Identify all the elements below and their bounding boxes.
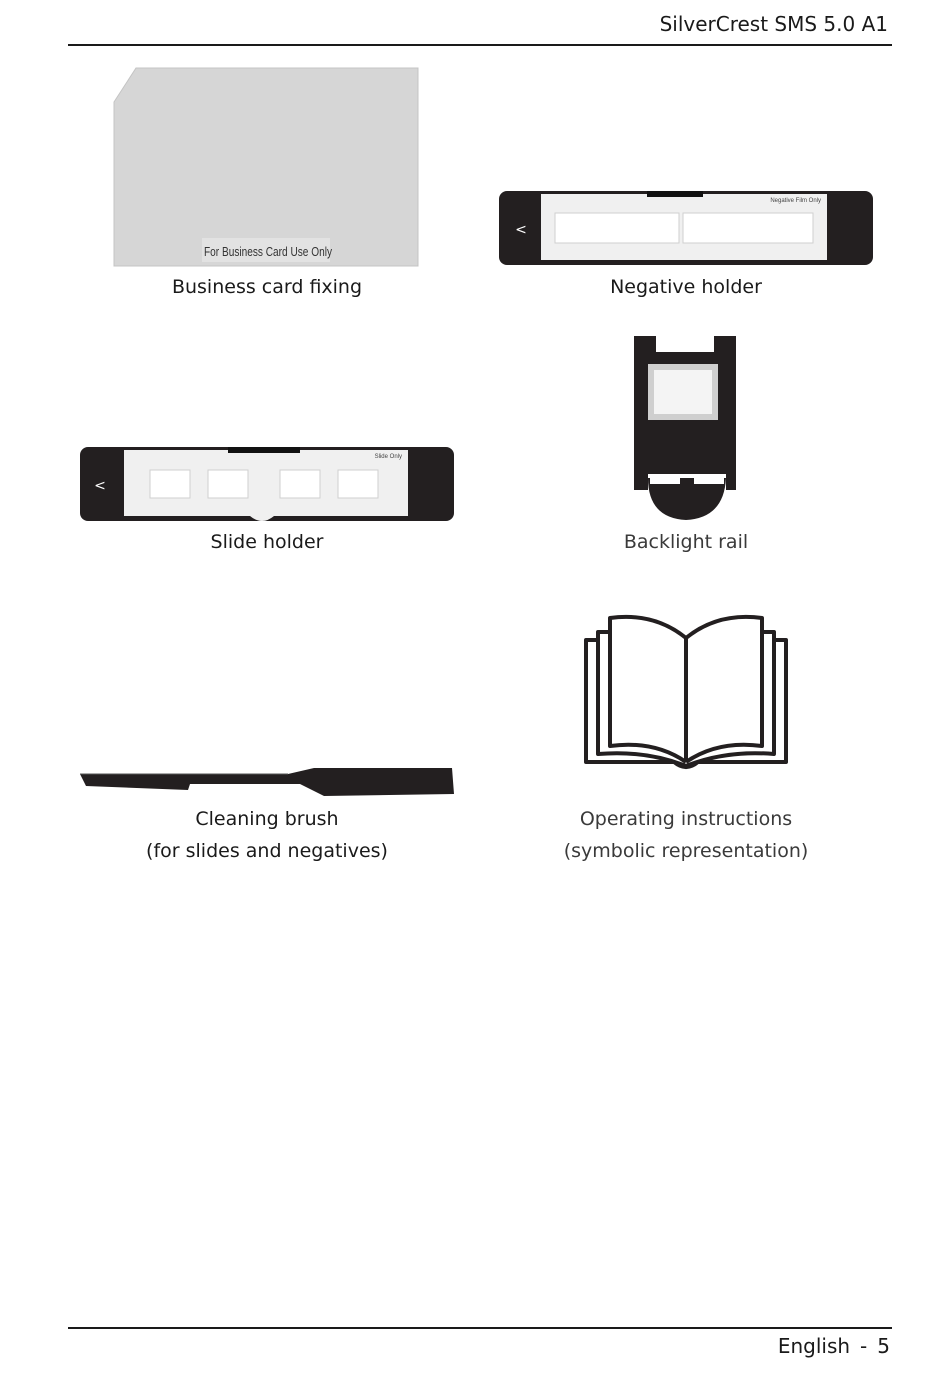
- backlight-rail-image: [630, 332, 742, 524]
- caption-negative-holder: Negative holder: [610, 276, 762, 298]
- cleaning-brush-image: [78, 764, 458, 800]
- slide-holder-imprint: Slide Only: [374, 454, 402, 460]
- slide-holder-arrow: <: [94, 478, 106, 494]
- business-card-imprint: For Business Card Use Only: [204, 244, 333, 259]
- caption-business-card-fixing: Business card fixing: [171, 276, 363, 298]
- book-icon: [582, 610, 792, 770]
- caption-operating-instructions-line-2: (symbolic representation): [563, 840, 809, 862]
- document-title: SilverCrest SMS 5.0 A1: [659, 12, 888, 36]
- negative-holder-image: [497, 188, 875, 268]
- header-rule: [68, 44, 892, 46]
- business-card-fixing-image: [110, 64, 422, 270]
- footer-separator: -: [860, 1334, 868, 1358]
- caption-backlight-rail: Backlight rail: [623, 531, 749, 553]
- caption-slide-holder: Slide holder: [210, 531, 324, 553]
- negative-holder-imprint: Negative Film Only: [770, 198, 821, 204]
- caption-operating-instructions: [486, 803, 886, 867]
- caption-cleaning-brush-line-1: Cleaning brush: [195, 808, 339, 830]
- caption-cleaning-brush-line-2: (for slides and negatives): [146, 840, 388, 862]
- page-number: 5: [877, 1334, 890, 1358]
- footer-rule: [68, 1327, 892, 1329]
- slide-holder-image: [78, 444, 456, 526]
- footer-language: English: [777, 1334, 851, 1358]
- caption-cleaning-brush: [67, 803, 467, 867]
- caption-operating-instructions-line-1: Operating instructions: [579, 808, 793, 830]
- page-footer: [778, 1334, 890, 1358]
- negative-holder-arrow: <: [515, 222, 527, 238]
